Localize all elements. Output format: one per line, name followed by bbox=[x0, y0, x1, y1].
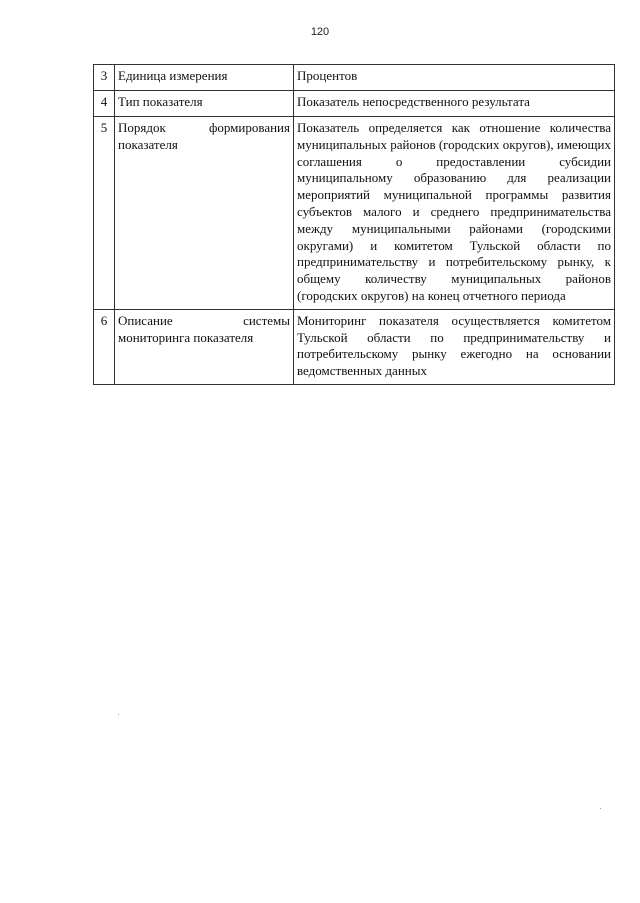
row-value: Процентов bbox=[294, 65, 615, 91]
row-label: Тип показателя bbox=[115, 91, 294, 117]
row-number: 5 bbox=[94, 117, 115, 310]
row-value: Показатель непосредственного результата bbox=[294, 91, 615, 117]
row-value: Показатель определяется как отношение количества муниципальных районов (городских округов), имеющих соглашения о предоставлении субсидии муниципальному образованию для реализации мероприятий муниципальной программы развития субъектов малого и среднего предпринимательства между муниципальными районами (городскими округами) и комитетом Тульской области по предпринимательству и потребительскому рынку, к общему количеству муниципальных районов (городских округов) на конец отчетного периода bbox=[294, 117, 615, 310]
row-label: Порядок формирования показателя bbox=[115, 117, 294, 310]
page-number: 120 bbox=[310, 26, 330, 38]
indicator-table bbox=[93, 64, 615, 385]
row-label: Единица измерения bbox=[115, 65, 294, 91]
table-row bbox=[94, 309, 615, 384]
row-number: 6 bbox=[94, 309, 115, 384]
table-row bbox=[94, 65, 615, 91]
row-value: Мониторинг показателя осуществляется комитетом Тульской области по предпринимательству и потребительскому рынку ежегодно на основании ведомственных данных bbox=[294, 309, 615, 384]
scan-speck bbox=[118, 714, 119, 715]
row-number: 4 bbox=[94, 91, 115, 117]
row-label: Описание системы мониторинга показателя bbox=[115, 309, 294, 384]
scan-speck bbox=[600, 808, 601, 809]
table-row bbox=[94, 117, 615, 310]
table-row bbox=[94, 91, 615, 117]
row-number: 3 bbox=[94, 65, 115, 91]
